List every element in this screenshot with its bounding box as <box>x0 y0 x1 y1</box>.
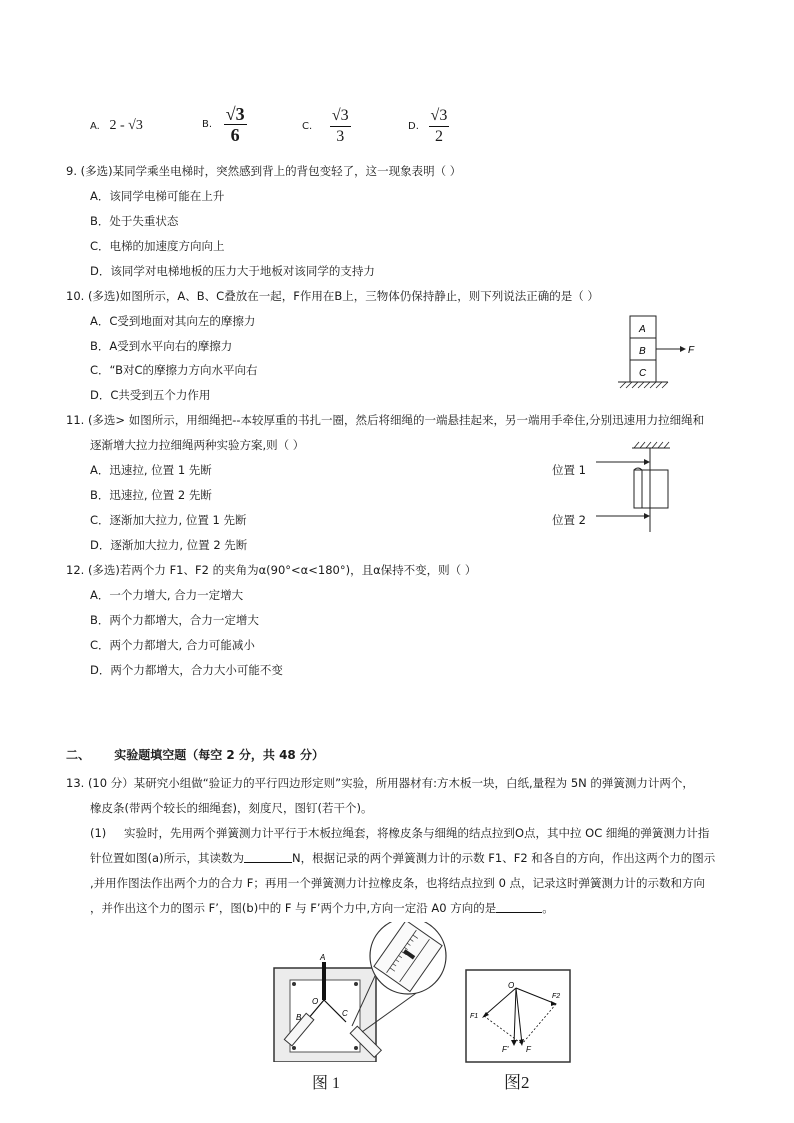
q8-c-denominator: 3 <box>336 128 345 145</box>
block-b-label: B <box>639 346 646 357</box>
q13-sub1-line-b <box>90 850 715 866</box>
fig2-label-f: F <box>526 1045 531 1054</box>
force-label: F <box>688 345 695 356</box>
q10-block-figure <box>614 312 704 396</box>
pin-tr <box>354 982 358 986</box>
ground-hatch <box>620 382 668 388</box>
q9-option-c: C．电梯的加速度方向向上 <box>90 239 225 253</box>
q12-option-d: D．两个力都增大，合力大小可能不变 <box>90 663 283 677</box>
q11-book-figure <box>592 440 692 534</box>
answer-blank-direction[interactable] <box>496 900 542 913</box>
q8-options <box>90 104 510 152</box>
q8-b-fraction <box>224 104 247 145</box>
fig2-label-fprime: F' <box>502 1045 509 1054</box>
fig1-label-o: O <box>312 997 319 1006</box>
q8-a-radical: √3 <box>128 118 143 133</box>
q13-sub1-text-d-post: 。 <box>542 901 554 915</box>
q10-option-c: C．“B对C的摩擦力方向水平向右 <box>90 363 258 377</box>
q8-a-expr: 2 - <box>109 118 129 133</box>
arrow-pos1-head <box>644 459 650 465</box>
q13-sub1-text-a: 实验时，先用两个弹簧测力计平行于木板拉绳套，将橡皮条与细绳的结点拉到O点，其中拉 OC 细绳的弹簧测力计指 <box>123 826 710 840</box>
fig2-frame <box>466 970 570 1062</box>
q9-stem: 9. (多选)某同学乘坐电梯时，突然感到背上的背包变轻了，这一现象表明（ ） <box>66 164 462 178</box>
q9-option-d: D．该同学对电梯地板的压力大于地板对该同学的支持力 <box>90 264 375 278</box>
q8-option-d <box>408 106 449 147</box>
q12-option-b: B．两个力都增大，合力一定增大 <box>90 613 259 627</box>
q13-sub1-line-a <box>90 825 709 841</box>
q9-option-b: B．处于失重状态 <box>90 214 179 228</box>
q12-option-c: C．两个力都增大, 合力可能减小 <box>90 638 255 652</box>
q8-d-fraction <box>429 106 450 147</box>
fig1-label-b: B <box>296 1013 302 1022</box>
q8-option-b <box>202 104 247 145</box>
fig1-label-c: C <box>342 1009 348 1018</box>
q11-option-c: C．逐渐加大拉力, 位置 1 先断 <box>90 513 247 527</box>
q13-sub1-line-d <box>90 900 554 916</box>
q8-d-denominator: 2 <box>434 128 443 145</box>
q11-stem-line1: 11. (多选> 如图所示，用细绳把--本较厚重的书扎一圈，然后将细绳的一端悬挂起来，另一端用手牵住,分别迅速用力拉细绳和 <box>66 413 705 427</box>
q8-c-label: C. <box>302 121 313 132</box>
q11-option-a: A．迅速拉, 位置 1 先断 <box>90 463 212 477</box>
force-arrow-head <box>680 346 686 352</box>
q8-option-c <box>302 106 351 147</box>
q11-pos1-label: 位置 1 <box>552 463 586 477</box>
q8-a-label: A. <box>90 121 100 132</box>
q9-option-a: A．该同学电梯可能在上升 <box>90 189 225 203</box>
pin-br <box>354 1046 358 1050</box>
q13-sub1-line-c: ,并用作图法作出两个力的合力 F；再用一个弹簧测力计拉橡皮条，也将结点拉到 0 点，记录这时弹簧测力计的示数和方向 <box>90 876 706 890</box>
q13-sub1-text-b-post: N，根据记录的两个弹簧测力计的示数 F1、F2 和各自的方向，作出这两个力的图示 <box>292 851 716 865</box>
ceiling-hatch <box>634 442 669 448</box>
book <box>634 470 668 508</box>
q10-option-d: D．C共受到五个力作用 <box>90 388 211 402</box>
arrow-pos2-head <box>644 513 650 519</box>
pin-bl <box>292 1046 296 1050</box>
q8-c-numerator: √3 <box>330 106 351 127</box>
fig1-caption: 图 1 <box>312 1075 341 1092</box>
q10-option-b: B．A受到水平向右的摩擦力 <box>90 339 233 353</box>
section2-number: 二、 <box>66 748 91 762</box>
section2-title: 实验题填空题（每空 2 分，共 48 分） <box>114 748 324 762</box>
q11-stem-line2: 逐渐增大拉力拉细绳两种实验方案,则（ ） <box>90 438 305 452</box>
q11-option-b: B．迅速拉, 位置 2 先断 <box>90 488 212 502</box>
q8-c-fraction <box>330 106 351 147</box>
fig2-label-f2: F2 <box>552 993 561 1000</box>
q12-option-a: A．一个力增大, 合力一定增大 <box>90 588 244 602</box>
q13-figure-1 <box>268 922 458 1062</box>
q8-b-denominator: 6 <box>230 125 240 145</box>
fig2-caption: 图2 <box>504 1073 530 1092</box>
q13-sub1-text-b-pre: 针位置如图(a)所示，其读数为 <box>90 851 245 865</box>
q13-sub1-number: (1) <box>90 826 107 840</box>
q13-sub1-text-d-pre: ，并作出这个力的图示 F’，图(b)中的 F 与 F’两个力中,方向一定沿 A0 方向的是 <box>90 901 497 915</box>
q10-option-a: A．C受到地面对其向左的摩擦力 <box>90 314 256 328</box>
q8-b-label: B. <box>202 119 213 130</box>
q11-pos2-label: 位置 2 <box>552 513 586 527</box>
q13-figure-2 <box>464 968 572 1064</box>
q8-d-numerator: √3 <box>429 106 450 127</box>
q13-line1: 13. (10 分）某研究小组做“验证力的平行四边形定则”实验，所用器材有:方木板一块，白纸,量程为 5N 的弹簧测力计两个， <box>66 776 694 790</box>
section2-heading <box>66 746 324 763</box>
q13-line2: 橡皮条(带两个较长的细绳套)，刻度尺，图钉(若干个)。 <box>90 801 373 815</box>
q11-option-d: D．逐渐加大拉力, 位置 2 先断 <box>90 538 248 552</box>
q8-option-a <box>90 118 143 134</box>
q10-stem: 10. (多选)如图所示，A、B、C叠放在一起，F作用在B上，三物体仍保持静止，则下列说法正确的是（ ） <box>66 289 599 303</box>
q8-b-numerator: √3 <box>225 104 245 124</box>
block-a-label: A <box>639 324 646 335</box>
q12-stem: 12. (多选)若两个力 F1、F2 的夹角为α(90°<α<180°)，且α保持不变，则（ ） <box>66 563 477 577</box>
pin-tl <box>292 982 296 986</box>
answer-blank-reading[interactable] <box>244 850 292 863</box>
fig2-label-o: O <box>508 981 515 990</box>
block-c-label: C <box>639 368 647 379</box>
fig2-label-f1: F1 <box>470 1013 479 1020</box>
fig1-label-a: A <box>320 953 326 962</box>
q8-d-label: D. <box>408 121 419 132</box>
